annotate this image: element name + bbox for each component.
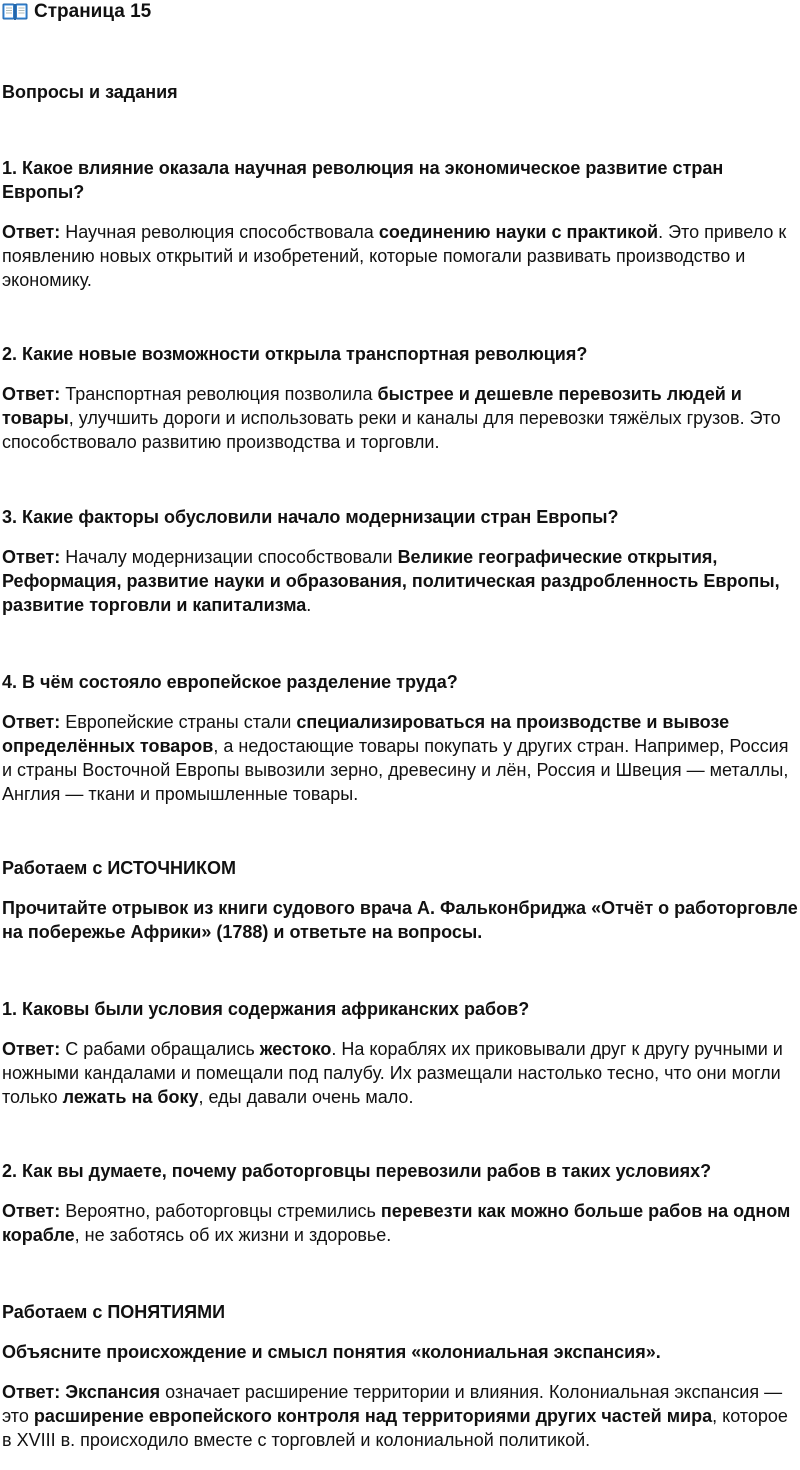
answer-1: [2, 220, 798, 292]
answer-key-phrase: жестоко: [259, 1039, 332, 1059]
answer-text: . Это привело к появлению новых открытий и изобретений, которые помогали развивать производство и экономику.: [2, 222, 787, 290]
concepts-answer: [2, 1380, 798, 1452]
answer-text: Вероятно, работорговцы стремились: [60, 1201, 381, 1221]
answer-key-phrase: специализироваться на производстве и вывозе определённых товаров: [2, 712, 730, 756]
answer-text: . На кораблях их приковывали друг к другу ручными и ножными кандалами и помещали под палубу. Их размещали настолько тесно, что они могли только: [2, 1039, 783, 1107]
answer-text: , еды давали очень мало.: [198, 1087, 414, 1107]
open-book-icon: [2, 2, 28, 22]
answer-text: .: [306, 595, 312, 615]
answer-2: [2, 382, 798, 454]
answer-text: , которое в XVIII в. происходило вместе с торговлей и колониальной политикой.: [2, 1406, 788, 1450]
page-title: [2, 0, 798, 24]
answer-label: Ответ:: [2, 712, 61, 732]
answer-text: Европейские страны стали: [60, 712, 297, 732]
answer-label: Ответ:: [2, 384, 61, 404]
answer-3: [2, 545, 798, 617]
answer-text: , не заботясь об их жизни и здоровье.: [74, 1225, 392, 1245]
source-answer-2: [2, 1199, 798, 1247]
answer-label: Ответ:: [2, 1201, 61, 1221]
answer-key-phrase: быстрее и дешевле перевозить людей и товары: [2, 384, 742, 428]
answer-text: , а недостающие товары покупать у других стран. Например, Россия и страны Восточной Европы вывозили зерно, древесину и лён, Россия и Швеция — металлы, Англия — ткани и промышленные товары.: [2, 736, 789, 804]
source-question-1: 1. Каковы были условия содержания африканских рабов?: [2, 999, 530, 1019]
answer-text: Транспортная революция позволила: [60, 384, 378, 404]
source-answer-1: [2, 1037, 798, 1109]
answer-key-phrase: расширение европейского контроля над территориями других частей мира: [33, 1406, 713, 1426]
answer-label: Ответ:: [2, 1382, 61, 1402]
question-4: 4. В чём состояло европейское разделение труда?: [2, 672, 458, 692]
answer-key-phrase: лежать на боку: [62, 1087, 199, 1107]
answer-key-phrase: соединению науки с практикой: [378, 222, 659, 242]
concepts-instruction: Объясните происхождение и смысл понятия «колониальная экспансия».: [2, 1342, 661, 1362]
answer-text: , улучшить дороги и использовать реки и каналы для перевозки тяжёлых грузов. Это способствовало развитию производства и торговли.: [2, 408, 781, 452]
answer-text: С рабами обращались: [60, 1039, 260, 1059]
section-title-concepts: Работаем с ПОНЯТИЯМИ: [2, 1302, 226, 1322]
question-3: 3. Какие факторы обусловили начало модернизации стран Европы?: [2, 507, 619, 527]
answer-key-phrase: перевезти как можно больше рабов на одном корабле: [2, 1201, 791, 1245]
answer-text: Научная революция способствовала: [60, 222, 379, 242]
answer-label: Ответ:: [2, 222, 61, 242]
section-title-questions: Вопросы и задания: [2, 82, 178, 102]
answer-key-phrase: Великие географические открытия, Реформация, развитие науки и образования, политическая раздробленность Европы, развитие торговли и капитализма: [2, 547, 780, 615]
answer-label: Ответ:: [2, 1039, 61, 1059]
source-question-2: 2. Как вы думаете, почему работорговцы перевозили рабов в таких условиях?: [2, 1161, 712, 1181]
answer-4: [2, 710, 798, 806]
question-1: 1. Какое влияние оказала научная революция на экономическое развитие стран Европы?: [2, 158, 724, 202]
answer-text: означает расширение территории и влияния. Колониальная экспансия — это: [2, 1382, 783, 1426]
page-title-text: Страница 15: [34, 1, 152, 22]
source-instruction: Прочитайте отрывок из книги судового врача А. Фальконбриджа «Отчёт о работорговле на побережье Африки» (1788) и ответьте на вопросы.: [2, 898, 798, 942]
question-2: 2. Какие новые возможности открыла транспортная революция?: [2, 344, 588, 364]
section-title-source: Работаем с ИСТОЧНИКОМ: [2, 858, 236, 878]
answer-text: Началу модернизации способствовали: [60, 547, 398, 567]
answer-key-phrase: Экспансия: [60, 1382, 161, 1402]
answer-label: Ответ:: [2, 547, 61, 567]
